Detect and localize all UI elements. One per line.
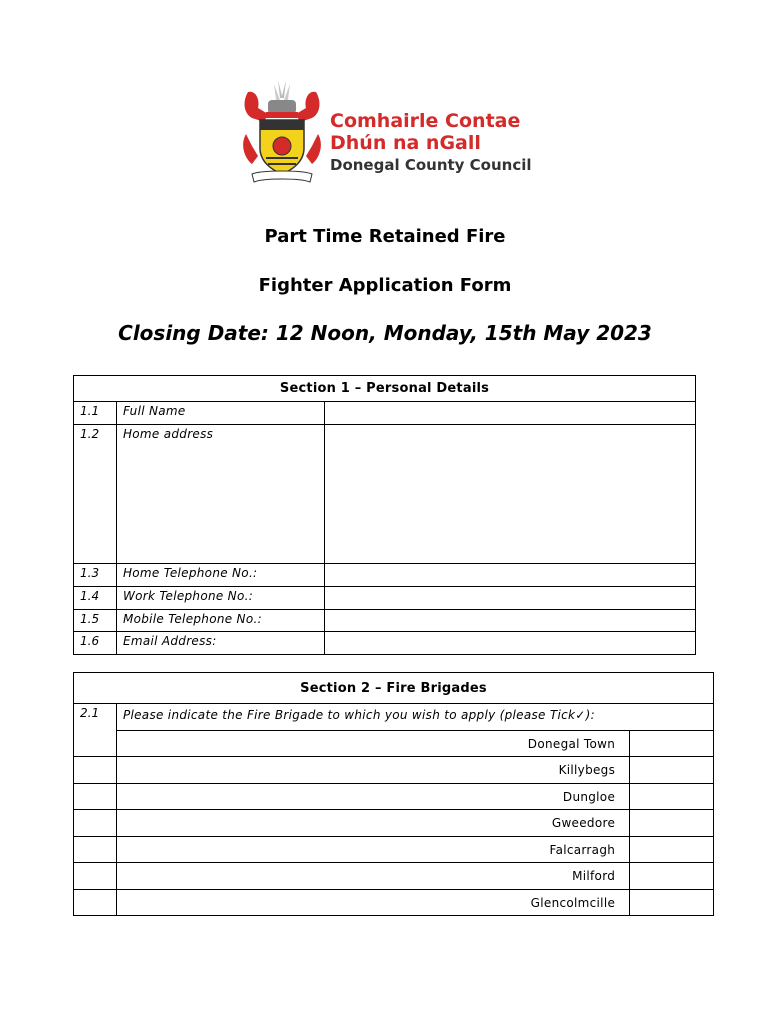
brigade-name: Milford — [116, 863, 629, 890]
coat-of-arms-icon — [238, 74, 326, 186]
table-row — [74, 837, 714, 863]
brigade-tick-box[interactable] — [630, 890, 714, 916]
form-title-line1: Part Time Retained Fire — [264, 226, 506, 247]
full-name-field[interactable] — [324, 402, 695, 425]
table-row — [74, 564, 696, 587]
mobile-telephone-label: Mobile Telephone No.: — [116, 610, 324, 632]
table-row — [74, 731, 714, 757]
email-address-field[interactable] — [324, 632, 695, 655]
work-telephone-label: Work Telephone No.: — [116, 587, 324, 610]
brigade-tick-box[interactable] — [630, 837, 714, 863]
council-logo — [238, 74, 538, 186]
brigade-tick-box[interactable] — [630, 784, 714, 810]
row-number: 1.2 — [74, 425, 117, 564]
home-address-label: Home address — [116, 425, 324, 564]
table-row — [74, 784, 714, 810]
full-name-label: Full Name — [116, 402, 324, 425]
row-number: 2.1 — [74, 704, 117, 757]
blank-cell — [74, 784, 117, 810]
row-number: 1.5 — [74, 610, 117, 632]
brigade-name: Glencolmcille — [116, 890, 629, 916]
table-row — [74, 757, 714, 784]
home-telephone-label: Home Telephone No.: — [116, 564, 324, 587]
table-row — [74, 863, 714, 890]
brigade-name: Falcarragh — [116, 837, 629, 863]
brigade-name: Gweedore — [116, 810, 629, 837]
section2-heading: Section 2 – Fire Brigades — [74, 673, 714, 704]
brigade-tick-box[interactable] — [630, 863, 714, 890]
table-row — [74, 890, 714, 916]
blank-cell — [74, 757, 117, 784]
row-number: 1.6 — [74, 632, 117, 655]
row-number: 1.4 — [74, 587, 117, 610]
table-row — [74, 610, 696, 632]
brigade-name: Donegal Town — [116, 731, 629, 757]
table-row — [74, 402, 696, 425]
table-row — [74, 587, 696, 610]
personal-details-table — [73, 375, 696, 655]
blank-cell — [74, 810, 117, 837]
row-number: 1.3 — [74, 564, 117, 587]
closing-date: Closing Date: 12 Noon, Monday, 15th May 2023 — [118, 321, 652, 345]
logo-irish-line2: Dhún na nGall — [330, 132, 481, 154]
brigade-name: Killybegs — [116, 757, 629, 784]
brigade-tick-box[interactable] — [630, 731, 714, 757]
brigade-tick-box[interactable] — [630, 757, 714, 784]
table-row — [74, 632, 696, 655]
home-address-field[interactable] — [324, 425, 695, 564]
blank-cell — [74, 837, 117, 863]
email-address-label: Email Address: — [116, 632, 324, 655]
logo-english-line: Donegal County Council — [330, 156, 532, 174]
fire-brigades-table — [73, 672, 714, 916]
work-telephone-field[interactable] — [324, 587, 695, 610]
brigade-name: Dungloe — [116, 784, 629, 810]
table-row — [74, 810, 714, 837]
mobile-telephone-field[interactable] — [324, 610, 695, 632]
row-number: 1.1 — [74, 402, 117, 425]
logo-irish-line1: Comhairle Contae — [330, 110, 521, 132]
table-row — [74, 425, 696, 564]
form-title-line2: Fighter Application Form — [258, 275, 512, 296]
home-telephone-field[interactable] — [324, 564, 695, 587]
blank-cell — [74, 890, 117, 916]
blank-cell — [74, 863, 117, 890]
brigade-tick-box[interactable] — [630, 810, 714, 837]
section1-heading: Section 1 – Personal Details — [74, 376, 696, 402]
brigade-instruction: Please indicate the Fire Brigade to which you wish to apply (please Tick✓): — [116, 704, 713, 731]
